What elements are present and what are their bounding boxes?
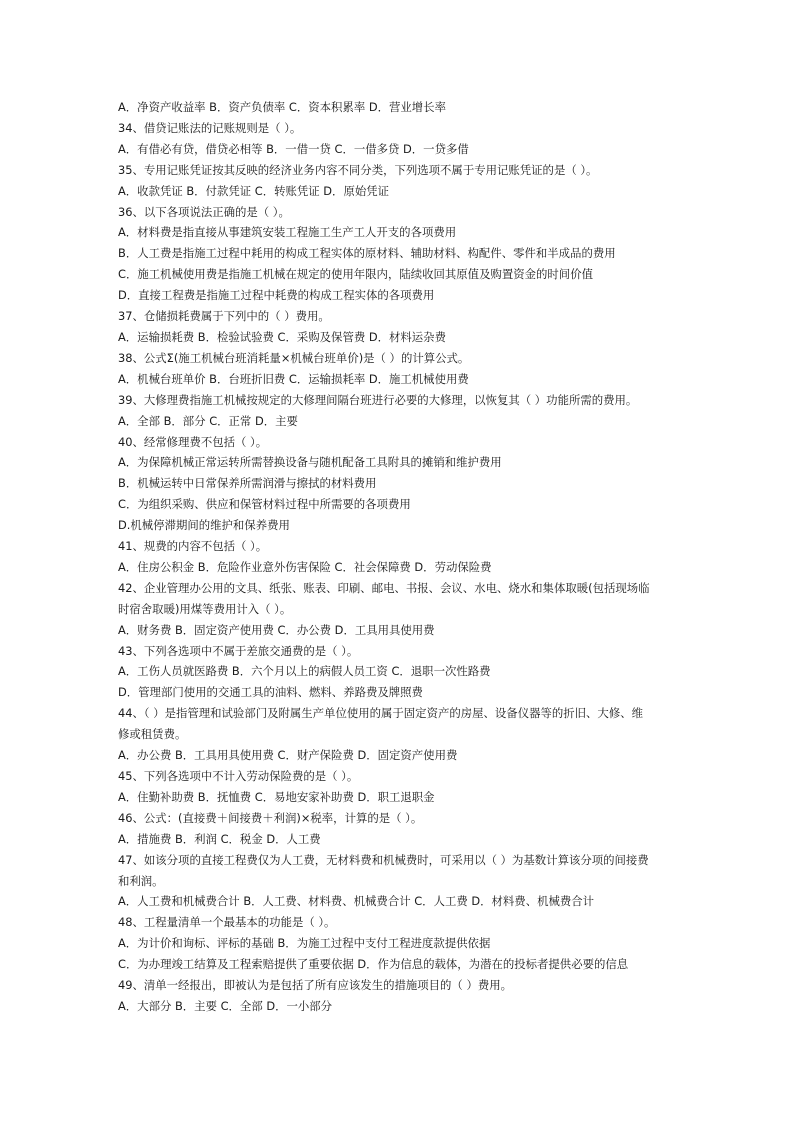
question-35: 35、专用记账凭证按其反映的经济业务内容不同分类，下列选项不属于专用记账凭证的是（ ）。 bbox=[118, 162, 598, 177]
options-46: A．措施费 B．利润 C．税金 D．人工费 bbox=[118, 831, 321, 846]
question-34: 34、借贷记账法的记账规则是（ ）。 bbox=[118, 120, 302, 135]
options-37: A．运输损耗费 B．检验试验费 C．采购及保管费 D．材料运杂费 bbox=[118, 329, 446, 344]
question-47: 47、如该分项的直接工程费仅为人工费，无材料费和机械费时，可采用以（ ）为基数计算该分项的间接费 bbox=[118, 852, 649, 867]
options-35: A．收款凭证 B．付款凭证 C．转账凭证 D．原始凭证 bbox=[118, 183, 390, 198]
options-45: A．住勤补助费 B．抚恤费 C．易地安家补助费 D．职工退职金 bbox=[118, 789, 435, 804]
options-42: A．财务费 B．固定资产使用费 C．办公费 D．工具用具使用费 bbox=[118, 622, 435, 637]
options-43-abc: A．工伤人员就医路费 B．六个月以上的病假人员工资 C．退职一次性路费 bbox=[118, 664, 491, 679]
question-40: 40、经常修理费不包括（ ）。 bbox=[118, 434, 268, 449]
options-34: A．有借必有贷，借贷必相等 B．一借一贷 C．一借多贷 D．一贷多借 bbox=[118, 141, 469, 156]
options-41: A．住房公积金 B．危险作业意外伤害保险 C．社会保障费 D．劳动保险费 bbox=[118, 559, 492, 574]
question-38: 38、公式Σ(施工机械台班消耗量×机械台班单价)是（ ）的计算公式。 bbox=[118, 350, 470, 365]
question-36: 36、以下各项说法正确的是（ ）。 bbox=[118, 204, 290, 219]
option-40-d: D.机械停滞期间的维护和保养费用 bbox=[118, 518, 290, 533]
option-36-d: D．直接工程费是指施工过程中耗费的构成工程实体的各项费用 bbox=[118, 288, 435, 303]
question-46: 46、公式：(直接费＋间接费＋利润)×税率，计算的是（ ）。 bbox=[118, 810, 423, 825]
question-45: 45、下列各选项中不计入劳动保险费的是（ ）。 bbox=[118, 769, 359, 783]
question-44: 44、（ ）是指管理和试验部门及附属生产单位使用的属于固定资产的房屋、设备仪器等的折旧、大修、维 bbox=[118, 706, 643, 721]
question-37: 37、仓储损耗费属于下列中的（ ）费用。 bbox=[118, 309, 330, 324]
question-42-cont: 时宿舍取暖)用煤等费用计入（ ）。 bbox=[118, 601, 292, 616]
question-42: 42、企业管理办公用的文具、纸张、账表、印刷、邮电、书报、会议、水电、烧水和集体取暖(包括现场临 bbox=[118, 580, 650, 595]
text-line: A．净资产收益率 B．资产负债率 C．资本积累率 D．营业增长率 bbox=[118, 100, 446, 114]
option-36-b: B．人工费是指施工过程中耗用的构成工程实体的原材料、辅助材料、构配件、零件和半成品的费用 bbox=[118, 246, 616, 261]
question-47-cont: 和利润。 bbox=[118, 873, 164, 888]
document-page bbox=[118, 97, 680, 1017]
option-40-a: A．为保障机械正常运转所需替换设备与随机配备工具附具的摊销和维护费用 bbox=[118, 455, 502, 470]
question-43: 43、下列各选项中不属于差旅交通费的是（ ）。 bbox=[118, 643, 359, 658]
options-44: A．办公费 B．工具用具使用费 C．财产保险费 D．固定资产使用费 bbox=[118, 748, 458, 763]
question-48: 48、工程量清单一个最基本的功能是（ ）。 bbox=[118, 915, 336, 930]
options-39: A．全部 B．部分 C．正常 D．主要 bbox=[118, 413, 298, 428]
options-47: A．人工费和机械费合计 B．人工费、材料费、机械费合计 C．人工费 D．材料费、机械费合计 bbox=[118, 894, 595, 909]
option-40-c: C．为组织采购、供应和保管材料过程中所需要的各项费用 bbox=[118, 497, 411, 512]
question-41: 41、规费的内容不包括（ ）。 bbox=[118, 539, 268, 554]
question-44-cont: 修或租赁费。 bbox=[118, 727, 187, 742]
option-36-c: C．施工机械使用费是指施工机械在规定的使用年限内，陆续收回其原值及购置资金的时间价值 bbox=[118, 267, 593, 282]
option-43-d: D．管理部门使用的交通工具的油料、燃料、养路费及牌照费 bbox=[118, 685, 423, 700]
options-48-cd: C．为办理竣工结算及工程索赔提供了重要依据 D．作为信息的载体，为潜在的投标者提供必要的信息 bbox=[118, 957, 629, 972]
question-39: 39、大修理费指施工机械按规定的大修理间隔台班进行必要的大修理，以恢复其（ ）功能所需的费用。 bbox=[118, 392, 638, 407]
option-36-a: A．材料费是指直接从事建筑安装工程施工生产工人开支的各项费用 bbox=[118, 225, 457, 240]
option-40-b: B．机械运转中日常保养所需润滑与擦拭的材料费用 bbox=[118, 476, 377, 491]
options-38: A．机械台班单价 B．台班折旧费 C．运输损耗率 D．施工机械使用费 bbox=[118, 371, 469, 386]
options-48-ab: A．为计价和询标、评标的基础 B．为施工过程中支付工程进度款提供依据 bbox=[118, 936, 491, 951]
question-49: 49、清单一经报出，即被认为是包括了所有应该发生的措施项目的（ ）费用。 bbox=[118, 978, 513, 993]
options-49: A．大部分 B．主要 C．全部 D．一小部分 bbox=[118, 998, 333, 1013]
